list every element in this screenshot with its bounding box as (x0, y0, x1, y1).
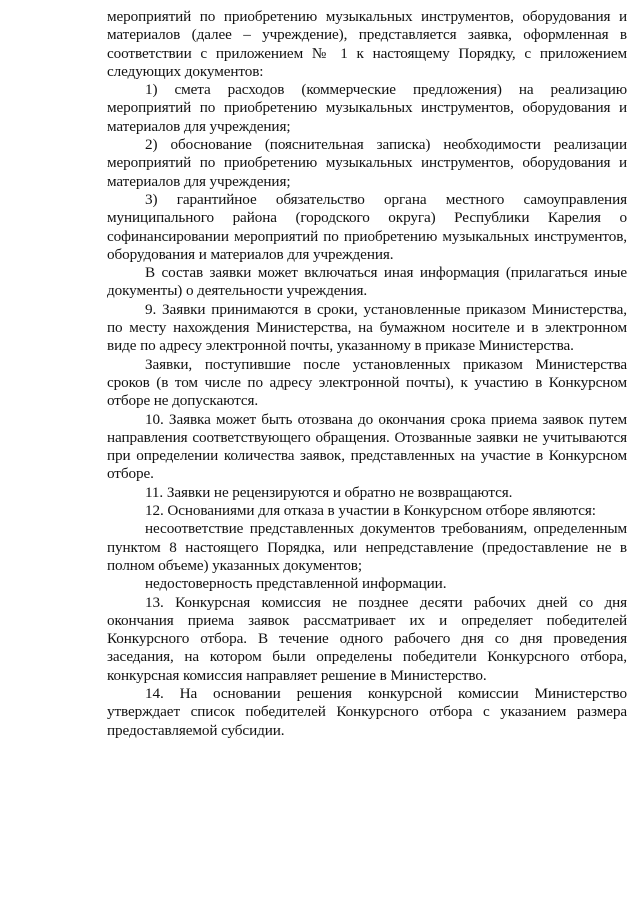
paragraph-12-reason-2: недостоверность представленной информации. (145, 575, 447, 593)
paragraph-14: 14. На основании решения конкурсной комиссии Министерство утверждает список победителей Конкурсного отбора с указанием размера предоставляемой субсидии. (107, 684, 627, 739)
paragraph-other-info: В состав заявки может включаться иная информация (прилагаться иные документы) о деятельности учреждения. (107, 264, 627, 300)
paragraph-continuation: мероприятий по приобретению музыкальных инструментов, оборудования и материалов (далее – учреждение), представляется заявка, оформленная в соответствии с приложением № 1 к настоящему Порядку, с приложением следующих документов: (107, 8, 627, 80)
paragraph-late-applications: Заявки, поступившие после установленных приказом Министерства сроков (в том числе по адресу электронной почты), к участию в Конкурсном отборе не допускаются. (107, 355, 627, 410)
paragraph-9: 9. Заявки принимаются в сроки, установленные приказом Министерства, по месту нахождения Министерства, на бумажном носителе и в электронном виде по адресу электронной почты, указанному в приказе Министерства. (107, 300, 627, 355)
paragraph-item-3: 3) гарантийное обязательство органа местного самоуправления муниципального района (городского округа) Республики Карелия о софинансировании мероприятий по приобретению музыкальных инструментов, оборудования и материалов для учреждения. (107, 190, 627, 263)
paragraph-item-1: 1) смета расходов (коммерческие предложения) на реализацию мероприятий по приобретению музыкальных инструментов, оборудования и материалов для учреждения; (107, 81, 627, 135)
paragraph-10: 10. Заявка может быть отозвана до окончания срока приема заявок путем направления соответствующего обращения. Отозванные заявки не учитываются при определении количества заявок, представленных на участие в Конкурсном отборе. (107, 410, 627, 483)
paragraph-13: 13. Конкурсная комиссия не позднее десяти рабочих дней со дня окончания приема заявок рассматривает их и определяет победителей Конкурсного отбора. В течение одного рабочего дня со дня проведения заседания, на котором были определены победители Конкурсного отбора, конкурсная комиссия направляет решение в Министерство. (107, 593, 627, 684)
paragraph-item-2: 2) обоснование (пояснительная записка) необходимости реализации мероприятий по приобретению музыкальных инструментов, оборудования и материалов для учреждения; (107, 136, 627, 190)
document-body (107, 8, 627, 740)
paragraph-12: 12. Основаниями для отказа в участии в Конкурсном отборе являются: (145, 502, 596, 520)
paragraph-11: 11. Заявки не рецензируются и обратно не возвращаются. (145, 483, 513, 501)
paragraph-12-reason-1: несоответствие представленных документов требованиям, определенным пунктом 8 настоящего Порядка, или непредставление (предоставление не в полном объеме) указанных документов; (107, 520, 627, 574)
